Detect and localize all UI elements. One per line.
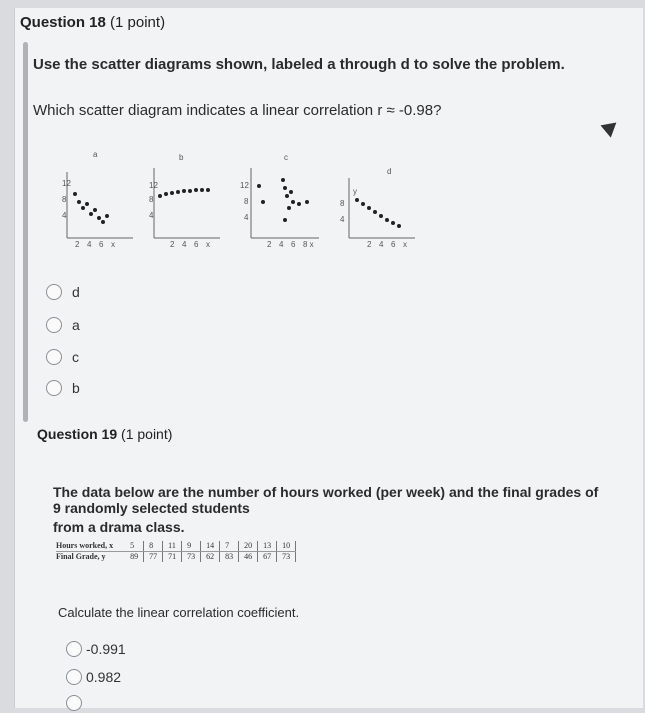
y-tick: 4 [62,211,67,220]
radio-button[interactable] [66,669,82,685]
question-19-intro-line2: 9 randomly selected students [53,500,250,516]
radio-button[interactable] [46,349,62,365]
question-19-intro-line3: from a drama class. [53,519,185,535]
table-cell: 46 [239,552,258,563]
y-tick: 8 [340,199,345,208]
data-point [361,202,365,206]
table-cell: 11 [163,541,182,552]
data-point [164,192,168,196]
question-18-instructions: Use the scatter diagrams shown, labeled a through d to solve the problem. [33,56,565,73]
data-point [194,188,198,192]
plot-label: a [93,150,98,159]
y-tick: 12 [62,179,71,188]
y-tick: 4 [149,211,154,220]
radio-button[interactable] [66,641,82,657]
data-point [289,190,293,194]
data-point [373,210,377,214]
data-point [397,224,401,228]
option-d[interactable] [46,282,80,302]
y-tick: 8 [62,195,67,204]
data-point [261,200,265,204]
option-a[interactable] [46,315,80,335]
table-cell: 8 [144,541,163,552]
x-tick: x [206,240,210,249]
radio-button[interactable] [66,695,82,711]
y-axis-label: y [353,187,357,196]
question-18-prompt: Which scatter diagram indicates a linear correlation r ≈ -0.98? [33,102,442,119]
data-point [101,220,105,224]
table-row [56,541,296,552]
data-point [206,188,210,192]
y-tick: 8 [244,197,249,206]
table-cell: 73 [277,552,296,563]
data-point [89,212,93,216]
data-point [97,216,101,220]
data-point [283,218,287,222]
question-19-prompt: Calculate the linear correlation coefficient. [58,605,300,620]
x-tick: 6 [291,240,296,249]
x-tick: 6 [194,240,199,249]
table-cell: 83 [220,552,239,563]
table-cell: 73 [182,552,201,563]
option-label: a [72,317,80,333]
scatter-plot-c [237,150,327,250]
x-tick: 6 [391,240,396,249]
data-point [391,221,395,225]
data-point [176,190,180,194]
y-tick: 8 [149,195,154,204]
data-point [291,200,295,204]
x-tick: 8 x [303,240,314,249]
radio-button[interactable] [46,317,62,333]
table-cell: 62 [201,552,220,563]
table-row [56,552,296,563]
plot-label: d [387,167,392,176]
scrollbar-accent[interactable] [23,42,28,422]
row-label: Final Grade, y [56,552,106,561]
plot-label: b [179,153,184,162]
data-table [56,541,296,562]
question-19-intro-line1: The data below are the number of hours worked (per week) and the final grades of [53,484,599,500]
question-19-header [37,426,172,442]
data-point [297,202,301,206]
y-tick: 4 [340,215,345,224]
question-19-title: Question 19 [37,426,118,442]
radio-button[interactable] [46,284,62,300]
option-c[interactable] [46,347,79,367]
table-cell: 71 [163,552,182,563]
data-point [367,206,371,210]
data-point [200,188,204,192]
table-cell: 9 [182,541,201,552]
question-18-title: Question 18 [20,14,106,31]
y-tick: 4 [244,213,249,222]
table-cell: 7 [220,541,239,552]
data-point [182,189,186,193]
data-point [93,208,97,212]
data-point [281,178,285,182]
option-next[interactable] [66,693,82,713]
data-point [283,186,287,190]
option-label: d [72,284,80,300]
data-point [305,200,309,204]
plot-label: c [284,153,288,162]
option-label: 0.982 [86,669,122,685]
radio-button[interactable] [46,380,62,396]
scatter-plot-b [142,150,232,250]
x-tick: 4 [87,240,92,249]
y-tick: 12 [240,181,249,190]
data-point [257,184,261,188]
scatter-plot-a [55,150,145,250]
option-0-982[interactable] [66,667,121,687]
table-cell: 89 [125,552,144,563]
table-cell: 20 [239,541,258,552]
data-point [287,206,291,210]
option-label: c [72,349,79,365]
x-tick: x [403,240,407,249]
option-b[interactable] [46,378,80,398]
x-tick: 2 [267,240,272,249]
data-point [158,194,162,198]
option-label: b [72,380,80,396]
data-point [385,218,389,222]
table-cell: 67 [258,552,277,563]
y-tick: 12 [149,181,158,190]
data-point [188,189,192,193]
x-tick: 2 [75,240,80,249]
table-cell: 10 [277,541,296,552]
data-point [379,214,383,218]
x-tick: 6 [99,240,104,249]
scatter-plot-d [335,150,425,250]
table-cell: 14 [201,541,220,552]
option-label: -0.991 [86,641,126,657]
option-neg-0-991[interactable] [66,639,126,659]
x-tick: x [111,240,115,249]
data-point [85,202,89,206]
data-point [73,192,77,196]
x-tick: 4 [379,240,384,249]
x-tick: 4 [182,240,187,249]
x-tick: 2 [367,240,372,249]
x-tick: 4 [279,240,284,249]
data-point [77,200,81,204]
table-cell: 77 [144,552,163,563]
x-tick: 2 [170,240,175,249]
question-18-points: (1 point) [110,14,166,31]
data-point [81,206,85,210]
question-18-header [20,14,165,31]
table-cell: 5 [125,541,144,552]
data-point [285,194,289,198]
data-point [355,198,359,202]
row-label: Hours worked, x [56,541,125,552]
table-cell: 13 [258,541,277,552]
data-point [105,214,109,218]
question-19-points: (1 point) [121,426,173,442]
data-point [170,191,174,195]
